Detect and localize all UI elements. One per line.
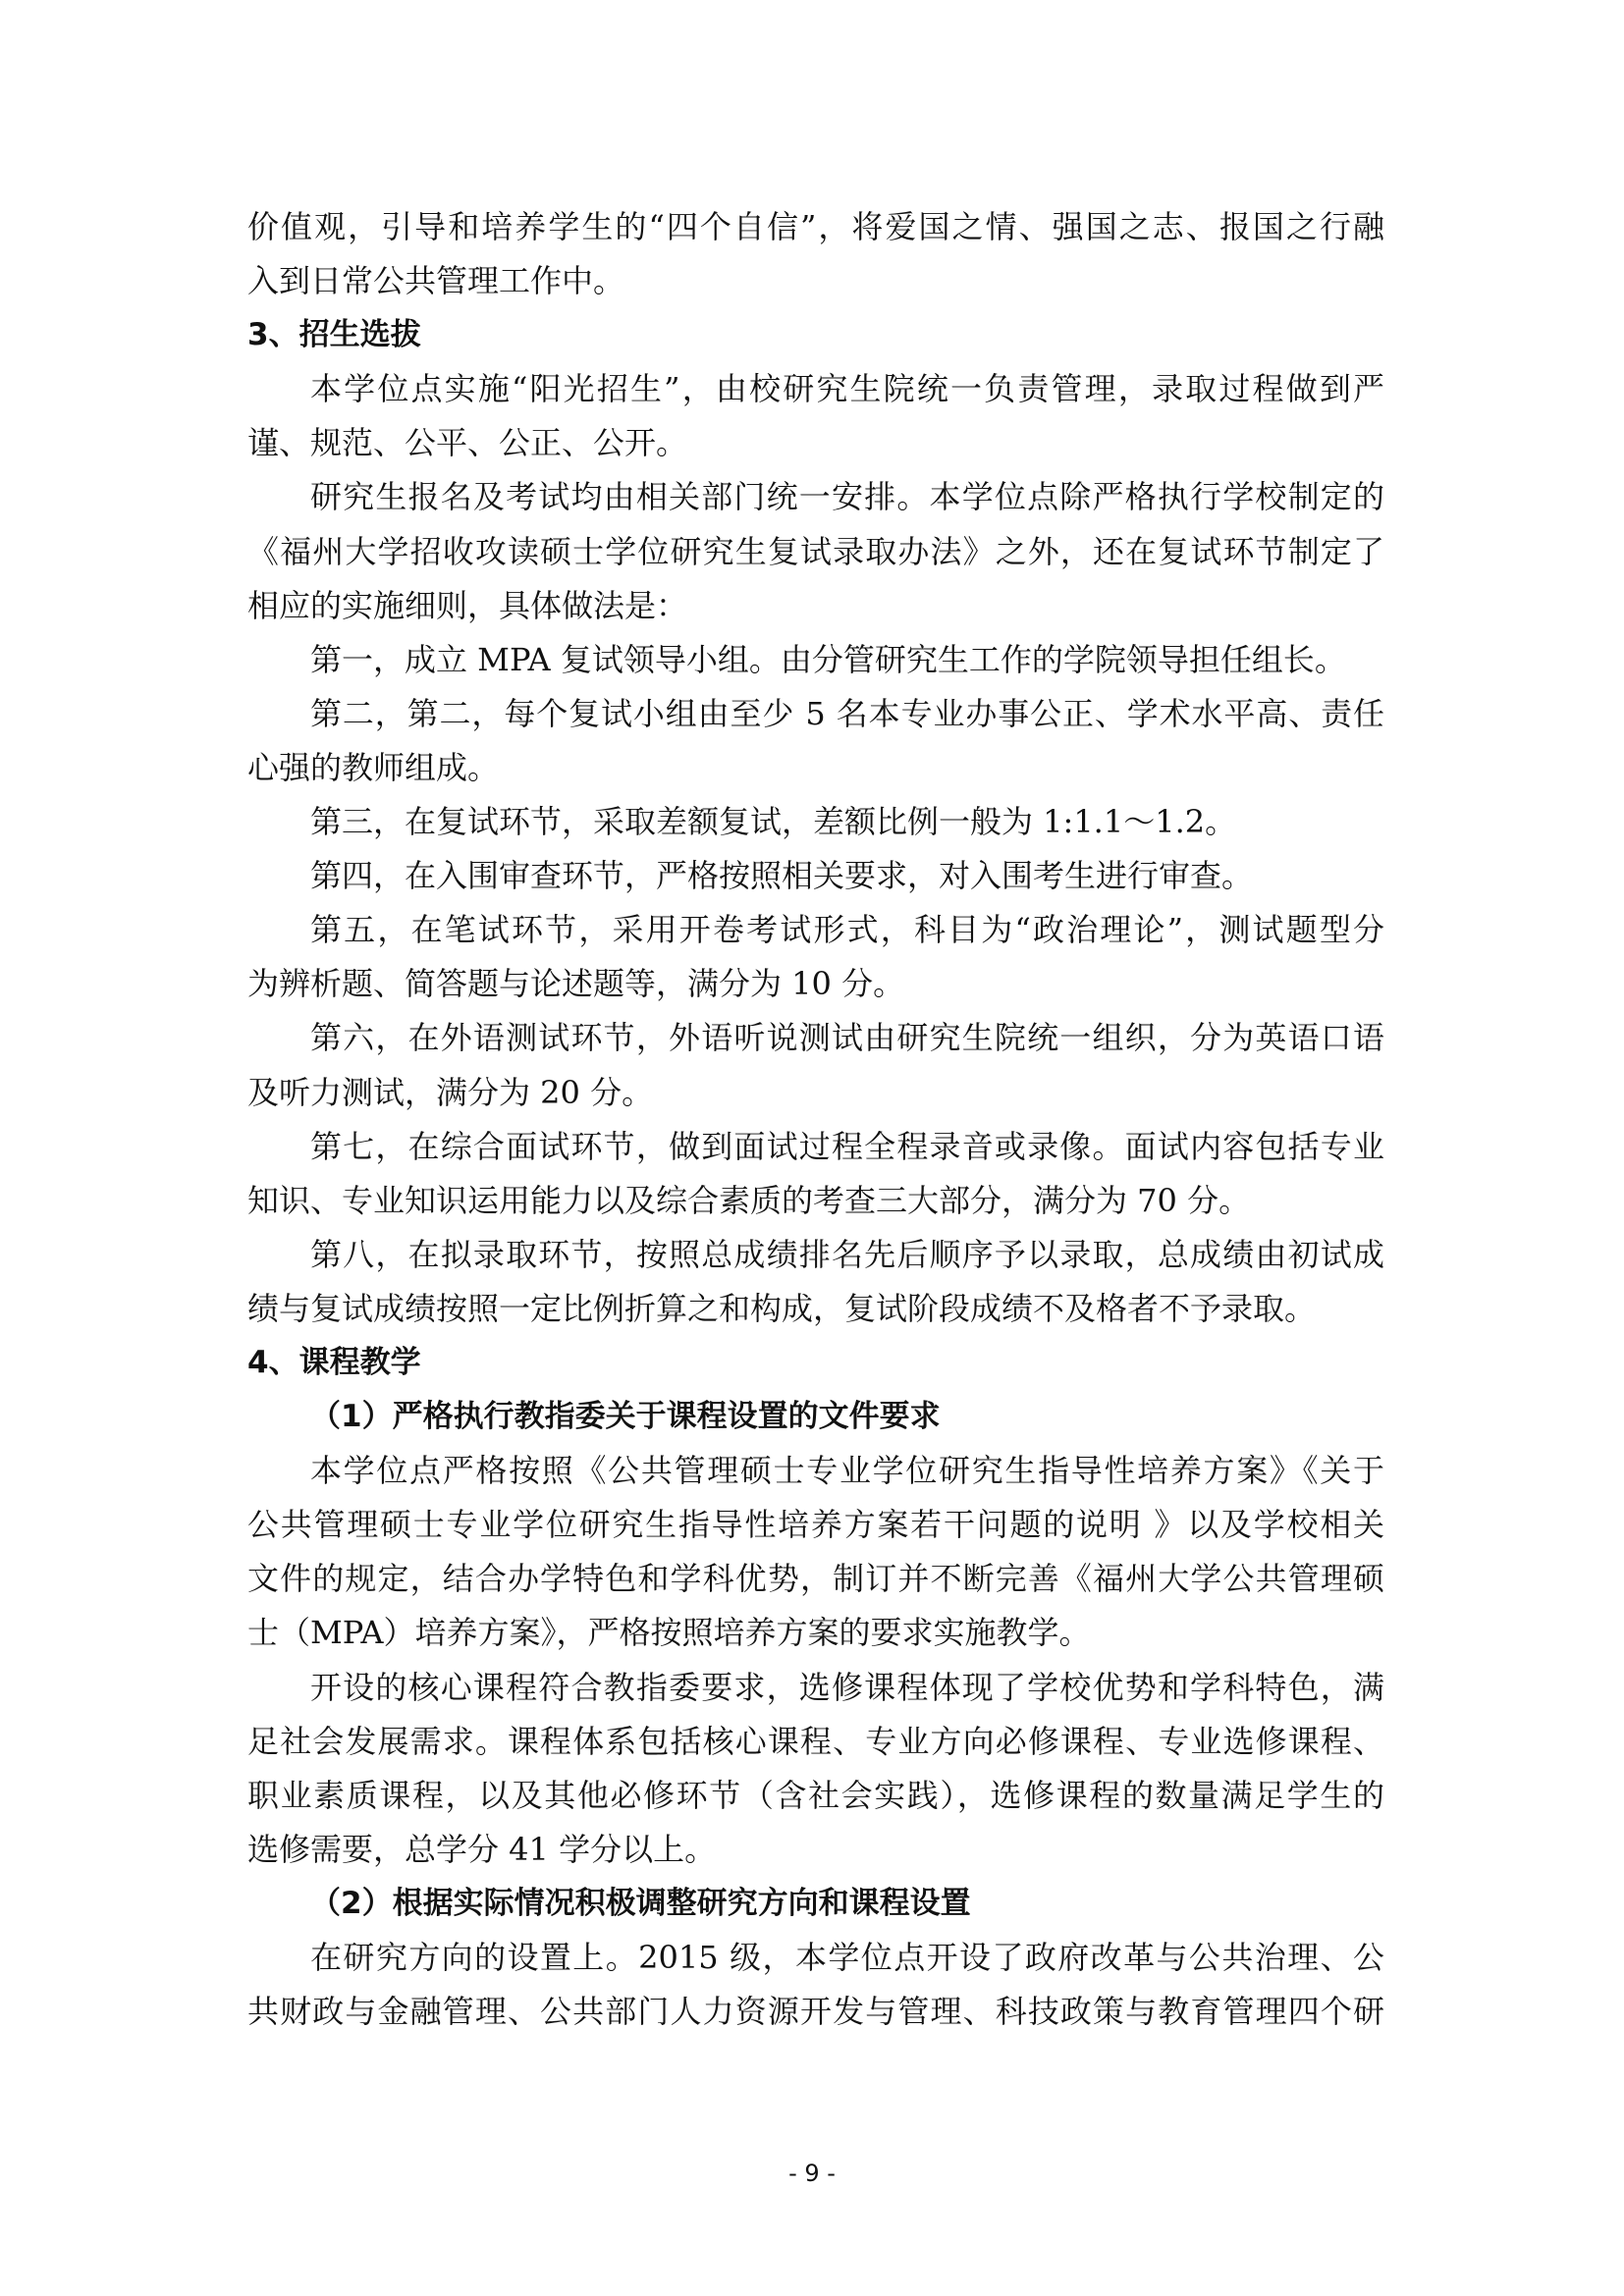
body-line: 相应的实施细则，具体做法是： (247, 586, 688, 624)
body-line: 选修需要，总学分 41 学分以上。 (247, 1830, 717, 1868)
body-line: 在研究方向的设置上。2015 级，本学位点开设了政府改革与公共治理、公 (310, 1939, 1384, 1976)
section-heading-admissions: 3、招生选拔 (247, 317, 421, 353)
section-heading-course-teaching: 4、课程教学 (247, 1344, 421, 1380)
document-body (247, 200, 1384, 2039)
body-line: 第四，在入围审查环节，严格按照相关要求，对入围考生进行审查。 (310, 857, 1254, 895)
subsection-heading-2: （2）根据实际情况积极调整研究方向和课程设置 (310, 1885, 971, 1921)
body-line: 第二，第二，每个复试小组由至少 5 名本专业办事公正、学术水平高、责任 (310, 694, 1384, 732)
body-line: 开设的核心课程符合教指委要求，选修课程体现了学校优势和学科特色，满 (310, 1668, 1384, 1706)
body-line: 职业素质课程，以及其他必修环节（含社会实践），选修课程的数量满足学生的 (247, 1776, 1384, 1814)
body-line: 知识、专业知识运用能力以及综合素质的考查三大部分，满分为 70 分。 (247, 1181, 1251, 1219)
body-line: 第七，在综合面试环节，做到面试过程全程录音或录像。面试内容包括专业 (310, 1127, 1384, 1165)
body-line: 第六，在外语测试环节，外语听说测试由研究生院统一组织，分为英语口语 (310, 1019, 1384, 1057)
body-line: 入到日常公共管理工作中。 (247, 262, 625, 300)
body-line: 本学位点严格按照《公共管理硕士专业学位研究生指导性培养方案》《关于 (310, 1452, 1384, 1490)
body-line: 第三，在复试环节，采取差额复试，差额比例一般为 1:1.1～1.2。 (310, 803, 1237, 841)
body-line: 心强的教师组成。 (247, 748, 500, 786)
body-line: 文件的规定，结合办学特色和学科优势，制订并不断完善《福州大学公共管理硕 (247, 1560, 1384, 1598)
subsection-heading-1: （1）严格执行教指委关于课程设置的文件要求 (310, 1399, 941, 1435)
body-line: 研究生报名及考试均由相关部门统一安排。本学位点除严格执行学校制定的 (310, 478, 1384, 516)
body-line: 第一，成立 MPA 复试领导小组。由分管研究生工作的学院领导担任组长。 (310, 640, 1346, 678)
body-line: 及听力测试，满分为 20 分。 (247, 1073, 654, 1111)
body-line: 为辨析题、简答题与论述题等，满分为 10 分。 (247, 965, 905, 1003)
page-number: - 9 - (788, 2160, 836, 2187)
body-line: 价值观，引导和培养学生的“四个自信”，将爱国之情、强国之志、报国之行融 (247, 208, 1384, 245)
body-line: 共财政与金融管理、公共部门人力资源开发与管理、科技政策与教育管理四个研 (247, 1993, 1384, 2031)
body-line: 士（MPA）培养方案》，严格按照培养方案的要求实施教学。 (247, 1614, 1091, 1652)
body-line: 第八，在拟录取环节，按照总成绩排名先后顺序予以录取，总成绩由初试成 (310, 1235, 1384, 1273)
body-line: 本学位点实施“阳光招生”，由校研究生院统一负责管理，录取过程做到严 (310, 370, 1384, 408)
body-line: 足社会发展需求。课程体系包括核心课程、专业方向必修课程、专业选修课程、 (247, 1722, 1384, 1760)
body-line: 绩与复试成绩按照一定比例折算之和构成，复试阶段成绩不及格者不予录取。 (247, 1289, 1317, 1327)
body-line: 《福州大学招收攻读硕士学位研究生复试录取办法》之外，还在复试环节制定了 (247, 532, 1384, 570)
body-line: 谨、规范、公平、公正、公开。 (247, 424, 688, 462)
body-line: 公共管理硕士专业学位研究生指导性培养方案若干问题的说明 》以及学校相关 (247, 1506, 1384, 1544)
body-line: 第五，在笔试环节，采用开卷考试形式，科目为“政治理论”，测试题型分 (310, 911, 1384, 949)
